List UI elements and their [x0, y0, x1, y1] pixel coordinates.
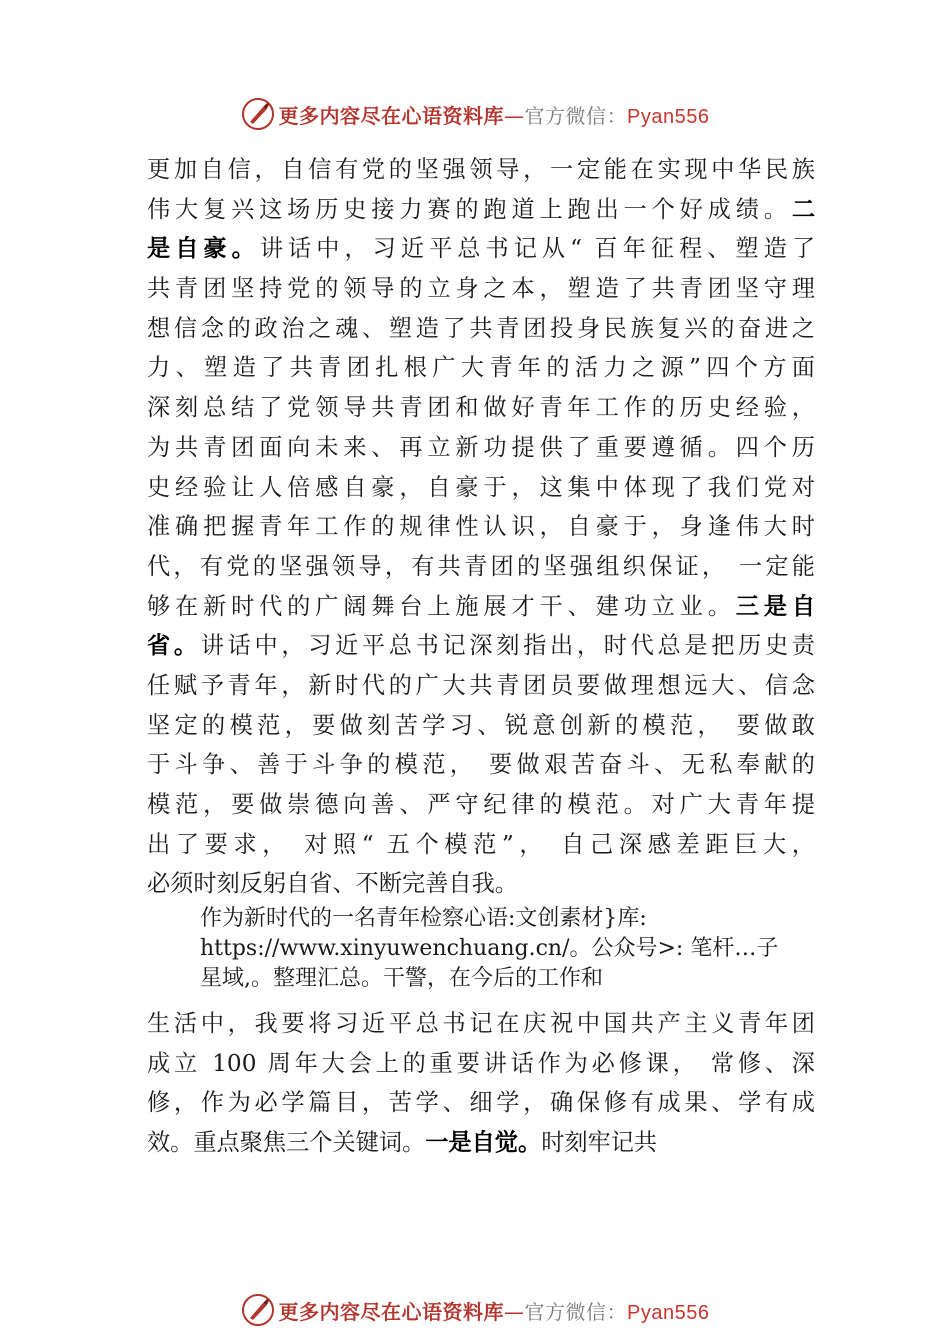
text-line: 成立 100 周年大会上的重要讲话作为必修课， 常修、深: [147, 1049, 815, 1077]
text-line: 是自豪。讲话中，习近平总书记从“ 百年征程、塑造了: [147, 235, 816, 263]
text-line: 伟大复兴这场历史接力赛的跑道上跑出一个好成绩。二: [147, 195, 815, 223]
text-line: 史经验让人倍感自豪，自豪于，这集中体现了我们党对: [147, 473, 815, 501]
bold-text: 二: [791, 195, 815, 223]
pen-logo-icon: [241, 97, 275, 131]
text-line: 效。重点聚焦三个关键词。一是自觉。时刻牢记共: [147, 1129, 658, 1157]
text-line: 坚定的模范，要做刻苦学习、锐意创新的模范， 要做敢: [147, 711, 815, 739]
text-line: 为共青团面向未来、再立新功提供了重要遵循。四个历: [147, 433, 815, 461]
text-line: 星域,。整理汇总。干警，在今后的工作和: [200, 966, 603, 991]
text-line: 共青团坚持党的领导的立身之本，塑造了共青团坚守理: [147, 275, 815, 303]
header-wechat-id: Pyan556: [627, 105, 710, 128]
text-line: 省。讲话中，习近平总书记深刻指出，时代总是把历史责: [147, 632, 815, 660]
text-line: 力、塑造了共青团扎根广大青年的活力之源”四个方面: [147, 354, 815, 382]
body-paragraph: [147, 150, 827, 904]
footer-banner: [0, 1290, 950, 1330]
text-line: 深刻总结了党领导共青团和做好青年工作的历史经验，: [147, 394, 815, 422]
header-text: [279, 100, 710, 129]
footer-wechat-label: 官方微信：: [524, 1299, 628, 1324]
bold-text: 省。: [147, 632, 201, 660]
header-dash: —: [504, 103, 525, 128]
header-wechat-label: 官方微信：: [524, 103, 628, 128]
text-line: 代，有党的坚强领导，有共青团的坚强组织保证， 一定能: [147, 552, 815, 580]
header-main: 更多内容尽在心语资料库: [278, 103, 505, 128]
pen-logo-icon: [241, 1293, 275, 1327]
text-line: 想信念的政治之魂、塑造了共青团投身民族复兴的奋进之: [147, 314, 815, 342]
indented-block: [200, 904, 840, 994]
text-line: 准确把握青年工作的规律性认识，自豪于，身逢伟大时: [147, 513, 815, 541]
text-line: 任赋予青年，新时代的广大共青团员要做理想远大、信念: [147, 671, 815, 699]
footer-dash: —: [504, 1299, 525, 1324]
text-line: 生活中，我要将习近平总书记在庆祝中国共产主义青年团: [147, 1010, 815, 1037]
text-line: 更加自信，自信有党的坚强领导，一定能在实现中华民族: [147, 156, 815, 183]
text-line: 修，作为必学篇目，苦学、细学，确保修有成果、学有成: [147, 1089, 815, 1117]
text-line: 于斗争、善于斗争的模范， 要做艰苦奋斗、无私奉献的: [147, 751, 815, 779]
text-line: 作为新时代的一名青年检察心语:文创素材}库:: [200, 906, 647, 931]
header-banner: [0, 94, 950, 134]
text-line: 出了要求， 对照“ 五个模范”， 自己深感差距巨大，: [147, 830, 815, 858]
text-line: 模范，要做崇德向善、严守纪律的模范。对广大青年提: [147, 791, 815, 818]
bold-text: 三是自: [735, 592, 816, 620]
footer-wechat-id: Pyan556: [627, 1301, 710, 1324]
footer-text: [279, 1296, 710, 1325]
bold-text: 是自豪。: [147, 235, 260, 263]
footer-main: 更多内容尽在心语资料库: [278, 1299, 505, 1324]
body-paragraph-2: [147, 1004, 827, 1163]
text-line: 够在新时代的广阔舞台上施展才干、建功立业。三是自: [147, 592, 816, 620]
bold-text: 一是自觉。: [425, 1129, 542, 1157]
text-line: https://www.xinyuwenchuang.cn/。公众号>: 笔杆…子: [200, 936, 779, 961]
text-line: 必须时刻反躬自省、不断完善自我。: [147, 870, 518, 898]
